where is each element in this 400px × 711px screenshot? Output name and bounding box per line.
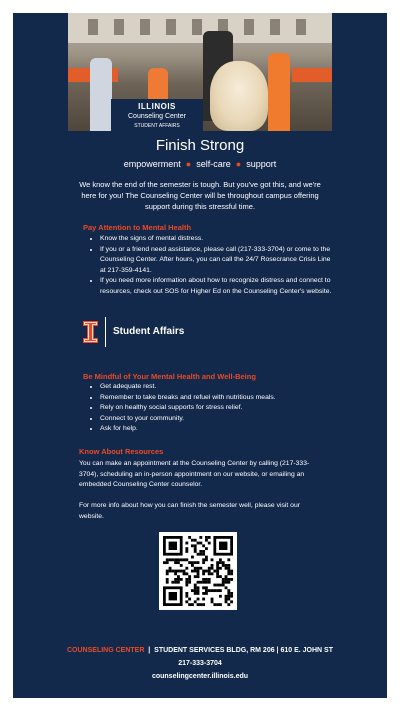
illinois-block-i-icon — [83, 321, 98, 343]
bullet-dot: ● — [185, 159, 192, 169]
list-item: • Ask for help. — [100, 424, 332, 435]
flyer-page — [13, 13, 387, 698]
footer-website-link[interactable]: counselingcenter.illinois.edu — [151, 673, 249, 680]
footer-phone: 217-333-3704 — [178, 660, 222, 667]
qr-code-pattern — [159, 532, 237, 610]
page-title: Finish Strong — [155, 137, 245, 154]
list-item: • If you need more information about how to recognize distress and connect to resources, check out SOS for Higher Ed on the Counseling Center's website. — [100, 276, 332, 297]
list-item: • Connect to your community. — [100, 414, 332, 425]
well-being-list — [89, 382, 332, 435]
list-item: • Get adequate rest. — [100, 382, 332, 393]
hero-photo — [68, 13, 332, 131]
section-title-mental-health: Pay Attention to Mental Health — [83, 223, 192, 232]
logo-divider — [105, 317, 106, 347]
section-title-well-being: Be Mindful of Your Mental Health and Well-Being — [83, 372, 256, 381]
footer-address-line: COUNSELING CENTER | STUDENT SERVICES BLDG, RM 206 | 610 E. JOHN ST — [67, 647, 333, 654]
therapy-dog — [210, 61, 268, 131]
resources-paragraph: You can make an appointment at the Counseling Center by calling (217-333-3704), scheduling an in-person appointment on our website, or emailing an embedded Counseling Center counselor. — [79, 460, 310, 488]
tagline: empowerment ● self-care ● support — [123, 159, 277, 169]
hero-person — [268, 53, 290, 131]
intro-text: We know the end of the semester is tough. But you've got this, and we're here for you! The Counseling Center will be throughout campus offering support during this stressful time. — [79, 180, 321, 211]
list-item: • If you or a friend need assistance, please call (217-333-3704) or come to the Counseling Center. After hours, you can call the 24/7 Rosecrance Crisis Line at 217-359-4141. — [100, 245, 332, 277]
list-item: • Know the signs of mental distress. — [100, 234, 332, 245]
student-affairs-logo: Student Affairs — [83, 316, 223, 352]
qr-code-icon[interactable] — [159, 532, 237, 610]
website-paragraph: For more info about how you can finish the semester well, please visit our website. — [79, 502, 301, 520]
counseling-center-banner: ILLINOIS Counseling Center STUDENT AFFAIRS — [111, 99, 203, 131]
list-item: • Rely on healthy social supports for stress relief. — [100, 403, 332, 414]
list-item: • Remember to take breaks and refuel with nutritious meals. — [100, 393, 332, 404]
mental-health-list — [89, 234, 332, 297]
section-title-resources: Know About Resources — [79, 447, 164, 456]
hero-person — [90, 58, 112, 131]
bullet-dot: ● — [235, 159, 242, 169]
